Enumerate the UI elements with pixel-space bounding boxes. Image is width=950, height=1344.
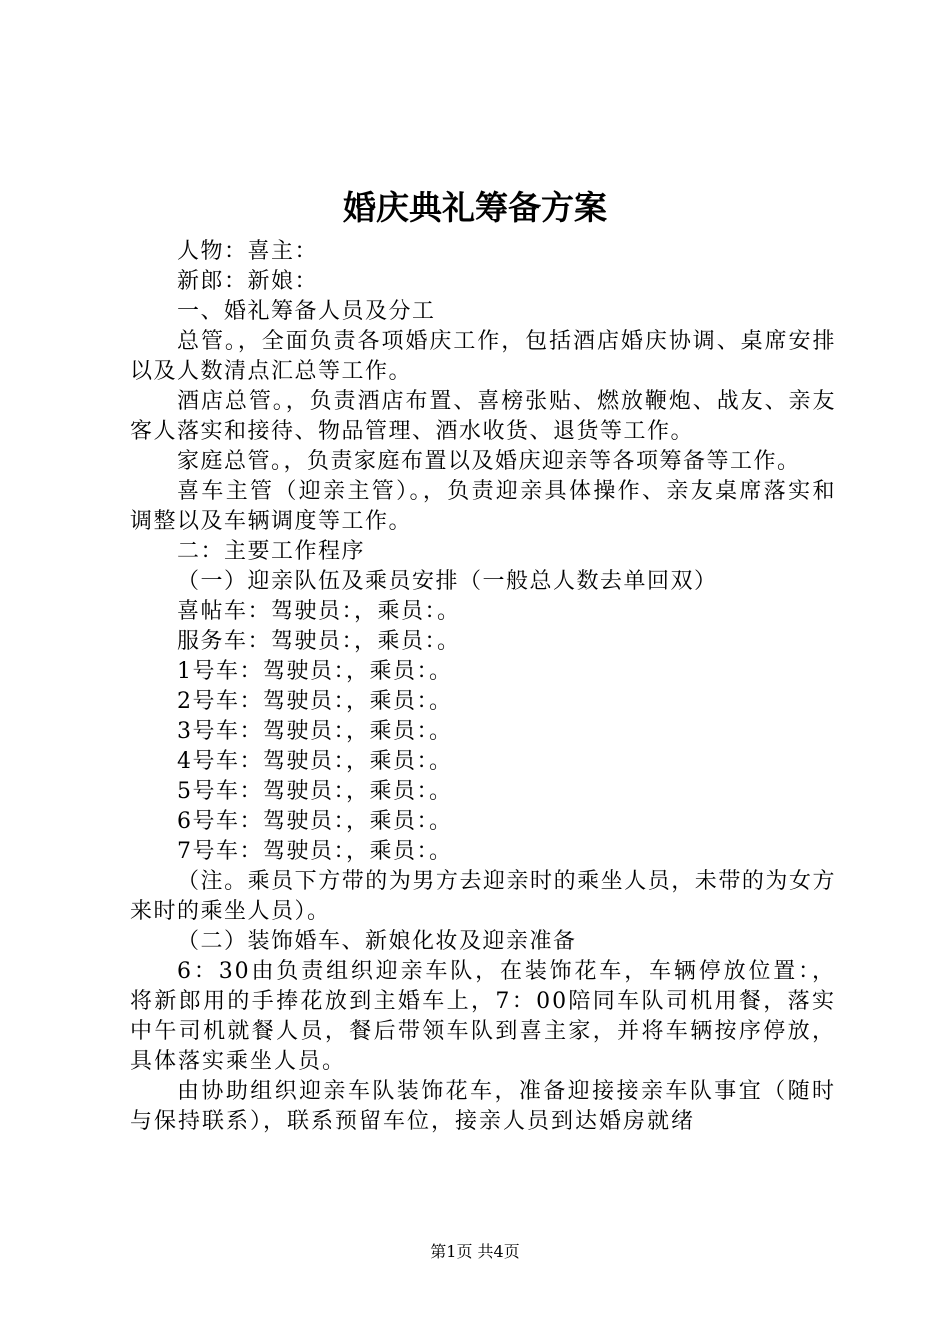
paragraph: 家庭总管。，负责家庭布置以及婚庆迎亲等各项筹备等工作。 bbox=[177, 449, 801, 474]
document-title: 婚庆典礼筹备方案 bbox=[343, 188, 607, 227]
paragraph: 6：30由负责组织迎亲车队，在装饰花车，车辆停放位置：，将新郎用的手捧花放到主婚车上，7：00陪同车队司机用餐，落实中午司机就餐人员，餐后带领车队到喜主家，并将车辆按序停放，具体落实乘坐人员。 bbox=[130, 959, 836, 1074]
subsection-heading: （一）迎亲队伍及乘员安排（一般总人数去单回双） bbox=[177, 569, 718, 594]
paragraph: 由协助组织迎亲车队装饰花车，准备迎接接亲车队事宜（随时与保持联系），联系预留车位，接亲人员到达婚房就绪 bbox=[130, 1079, 836, 1134]
list-item: 3号车：驾驶员：，乘员：。 bbox=[177, 719, 453, 744]
paragraph: 酒店总管。，负责酒店布置、喜榜张贴、燃放鞭炮、战友、亲友客人落实和接待、物品管理、酒水收货、退货等工作。 bbox=[130, 389, 836, 444]
paragraph: 喜车主管（迎亲主管）。，负责迎亲具体操作、亲友桌席落实和调整以及车辆调度等工作。 bbox=[130, 479, 836, 534]
document-body bbox=[130, 237, 836, 1137]
subsection-heading: （二）装饰婚车、新娘化妆及迎亲准备 bbox=[177, 929, 577, 954]
list-item: 2号车：驾驶员：，乘员：。 bbox=[177, 689, 453, 714]
list-item: 服务车：驾驶员：，乘员：。 bbox=[177, 629, 461, 654]
section-heading: 一、婚礼筹备人员及分工 bbox=[177, 299, 436, 324]
section-heading: 二：主要工作程序 bbox=[177, 539, 366, 564]
list-item: 6号车：驾驶员：，乘员：。 bbox=[177, 809, 453, 834]
paragraph: 总管。，全面负责各项婚庆工作，包括酒店婚庆协调、桌席安排以及人数清点汇总等工作。 bbox=[130, 329, 836, 384]
page-footer: 第1页 共4页 bbox=[430, 1242, 520, 1261]
paragraph: （注。乘员下方带的为男方去迎亲时的乘坐人员，未带的为女方来时的乘坐人员）。 bbox=[130, 869, 836, 924]
paragraph: 新郎：新娘： bbox=[177, 269, 319, 294]
list-item: 4号车：驾驶员：，乘员：。 bbox=[177, 749, 453, 774]
list-item: 5号车：驾驶员：，乘员：。 bbox=[177, 779, 453, 804]
list-item: 7号车：驾驶员：，乘员：。 bbox=[177, 839, 453, 864]
list-item: 喜帖车：驾驶员：，乘员：。 bbox=[177, 599, 461, 624]
paragraph: 人物：喜主： bbox=[177, 239, 319, 264]
list-item: 1号车：驾驶员：，乘员：。 bbox=[177, 659, 453, 684]
